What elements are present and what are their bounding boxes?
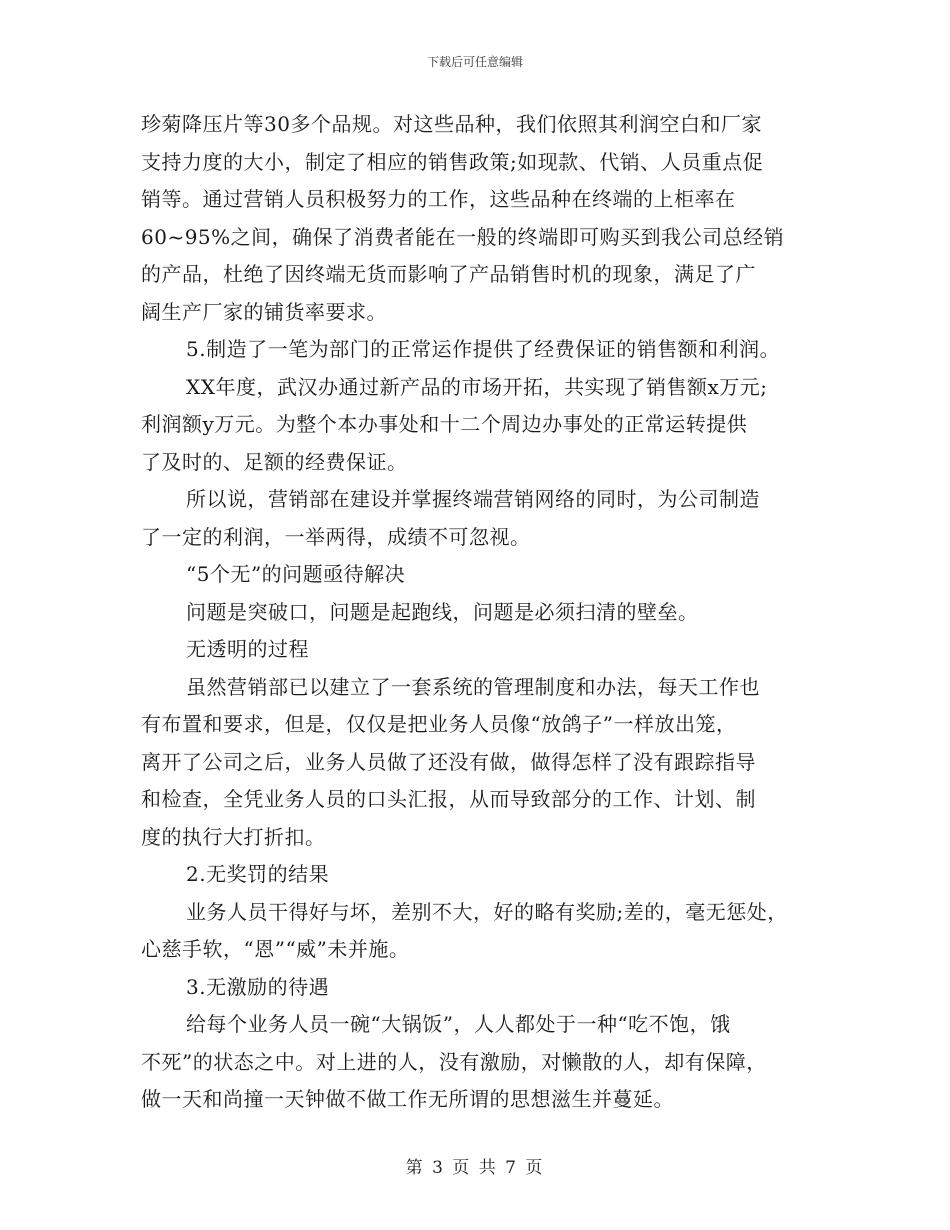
page-footer: 第 3 页 共 7 页 <box>405 1158 545 1178</box>
text-line: 不死”的状态之中。对上进的人，没有激励，对懒散的人，却有保障， <box>141 1049 767 1074</box>
text-line: 了及时的、足额的经费保证。 <box>141 449 408 474</box>
text-line: 业务人员干得好与坏，差别不大，好的略有奖励;差的，毫无惩处， <box>186 899 788 924</box>
text-line: 离开了公司之后，业务人员做了还没有做，做得怎样了没有跟踪指导 <box>141 749 756 774</box>
text-line: 2.无奖罚的结果 <box>186 862 330 886</box>
text-line: 60~95%之间，确保了消费者能在一般的终端即可购买到我公司总经销 <box>141 224 785 249</box>
text-line: 3.无激励的待遇 <box>186 974 330 999</box>
text-line: 和检查，全凭业务人员的口头汇报，从而导致部分的工作、计划、制 <box>141 787 756 811</box>
text-line: 利润额y万元。为整个本办事处和十二个周边办事处的正常运转提供 <box>141 412 748 436</box>
text-line: 有布置和要求，但是，仅仅是把业务人员像“放鸽子”一样放出笼， <box>141 712 737 736</box>
text-line: 阔生产厂家的铺货率要求。 <box>141 299 387 324</box>
text-line: 给每个业务人员一碗“大锅饭”，人人都处于一种“吃不饱，饿 <box>186 1012 731 1036</box>
text-line: 珍菊降压片等30多个品规。对这些品种，我们依照其利润空白和厂家 <box>141 112 762 136</box>
text-line: 所以说，营销部在建设并掌握终端营销网络的同时，为公司制造 <box>186 487 760 511</box>
document-body <box>141 109 831 1122</box>
text-line: 了一定的利润，一举两得，成绩不可忽视。 <box>141 524 531 549</box>
text-line: 支持力度的大小，制定了相应的销售政策;如现款、代销、人员重点促 <box>141 149 764 174</box>
text-line: 5.制造了一笔为部门的正常运作提供了经费保证的销售额和利润。 <box>186 337 781 361</box>
text-line: 销等。通过营销人员积极努力的工作，这些品种在终端的上柜率在 <box>141 187 736 211</box>
text-line: “5个无”的问题亟待解决 <box>186 562 406 586</box>
text-line: 的产品，杜绝了因终端无货而影响了产品销售时机的现象，满足了广 <box>141 262 756 286</box>
text-line: 虽然营销部已以建立了一套系统的管理制度和办法，每天工作也 <box>186 674 760 699</box>
text-line: 度的执行大打折扣。 <box>141 824 326 849</box>
text-line: 无透明的过程 <box>186 637 309 661</box>
text-line: XX年度，武汉办通过新产品的市场开拓，共实现了销售额x万元; <box>186 374 768 399</box>
text-line: 心慈手软，“恩”“威”未并施。 <box>141 937 410 961</box>
page-header: 下载后可任意编辑 <box>426 55 523 69</box>
text-line: 做一天和尚撞一天钟做不做工作无所谓的思想滋生并蔓延。 <box>141 1087 674 1111</box>
text-line: 问题是突破口，问题是起跑线，问题是必须扫清的壁垒。 <box>186 599 699 624</box>
